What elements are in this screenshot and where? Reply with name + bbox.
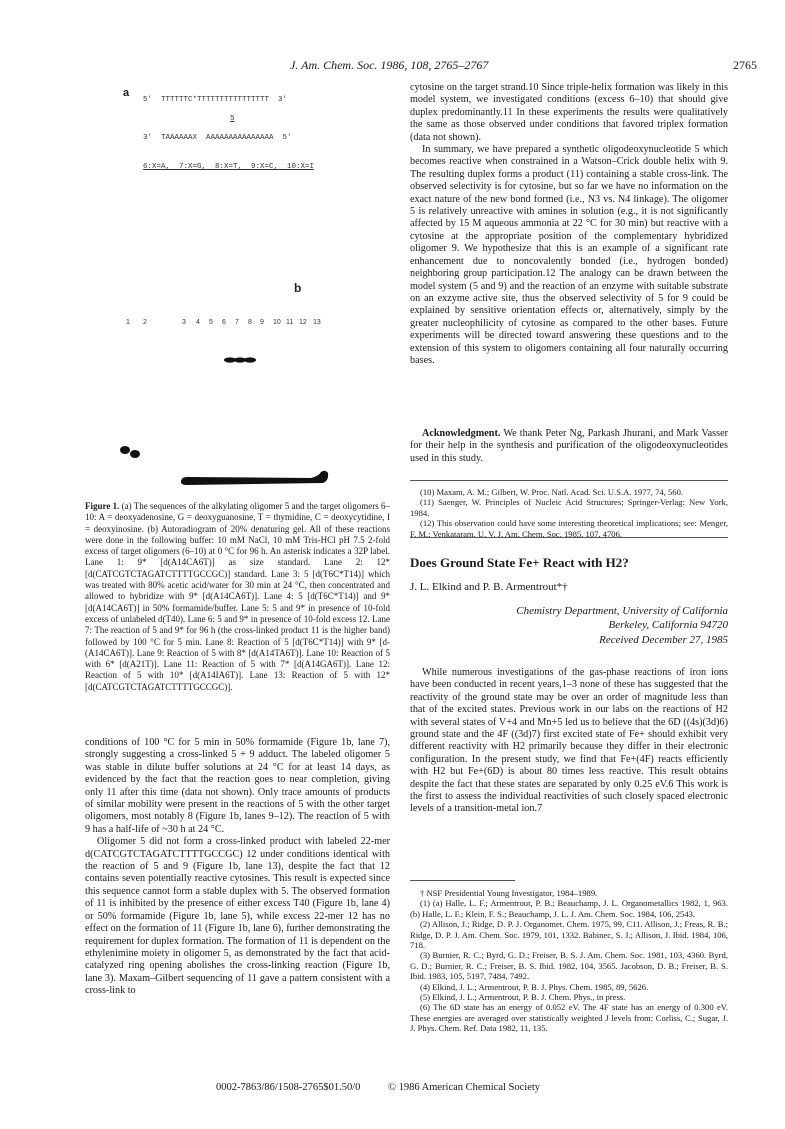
reference: (11) Saenger, W. Principles of Nucleic Acid Structures; Springer-Verlag: New York, 1984. [410,497,728,518]
lane-label: 9 [260,319,264,326]
sequence-top: 5' TTTTTTC*TTTTTTTTTTTTTTTT 3' [143,96,288,104]
reference: (6) The 6D state has an energy of 0.052 eV. The 4F state has an energy of 0.300 eV. These energies are averaged over statistically weighted J levels from: Corliss, C.; Sugar, J. J. Phys. Chem. Ref. Data 1982, 11, 135. [410,1002,728,1034]
figure-caption [85,501,390,693]
article-opening [410,667,728,816]
lane-label: 7 [235,319,239,326]
reference: † NSF Presidential Young Investigator, 1984–1989. [420,888,598,898]
divider [410,537,728,538]
paragraph: While numerous investigations of the gas-phase reactions of iron ions have been conducted in recent years,1–3 none of these has suggested that the reactivity of the ground state may be over an order of magnitude less than that of the excited states. Previous work in our labs on the reactions of H2 with several states of V+4 and Mn+5 led us to believe that the 6D ((4s)(3d)6) ground state and the 4F ((3d)7) first excited state of Fe+ should exhibit very different reactivity with H2 primarily because they differ in their electronic configuration. In the present study, we find that Fe+(4F) reacts efficiently with H2 but Fe+(6D) is about 80 times less reactive. This result obtains despite the fact that these states are separated by only 0.25 eV.6 This work is the first to assess the individual reactivities of such closely spaced electronic levels of a transition-metal ion.7 [410,667,728,815]
reference: (10) Maxam, A. M.; Gilbert, W. Proc. Natl. Acad. Sci. U.S.A. 1977, 74, 560. [420,487,684,497]
lane-label: 4 [196,319,200,326]
figure-1 [85,82,390,492]
ack-label: Acknowledgment. [422,428,501,439]
received-date: Received December 27, 1985 [599,633,728,646]
gel-band [244,357,256,362]
lane-label: 3 [182,319,186,326]
sequence-number: 5 [230,115,235,123]
reference: (12) This observation could have some interesting theoretical implications; see: Menger, F. M.; Venkataram, U. V. J. Am. Chem. Soc. 1985, 107, 4706. [410,518,728,539]
reference: (3) Burnier, R. C.; Byrd, G. D.; Freiser, B. S. J. Am. Chem. Soc. 1981, 103, 4360. Byrd, G. D.; Burnier, R. C.; Freiser, B. S. Ibid. 1982, 104, 3565. Jacobson, D. B.; Freiser, B. S. Ibid. 1983, 105, 5197, 7484, 7492. [410,950,728,982]
reference: (1) (a) Halle, L. F.; Armentrout, P. B.; Beauchamp, J. L. Organometallics 1982, 1, 963. (b) Halle, L. F.; Klein, F. S.; Beauchamp, J. L. J. Am. Chem. Soc. 1984, 106, 2543. [410,898,728,919]
lane-label: 5 [209,319,213,326]
right-column-body [410,82,728,367]
sequence-bottom: 3' TAAAAAAX AAAAAAAAAAAAAAA 5' [143,134,292,142]
paragraph: conditions of 100 °C for 5 min in 50% formamide (Figure 1b, lane 7), strongly suggesting a cross-linked 5 + 9 adduct. The labeled oligomer 5 was stable in dilute buffer solutions at 24 °C for at least 14 days, as evidenced by the fact that the reaction goes to near completion, giving only 11 after this time (data not shown). Only trace amounts of products of similar mobility were present in the reactions of 5 with the other target oligomers, most notably 8 (Figure 1b, lanes 9–12). The reaction of 5 with 9 has a half-life of ~30 h at 24 °C. [85,737,390,835]
issn-code: 0002-7863/86/1508-2765$01.50/0 [216,1082,361,1093]
reference: (2) Allison, J.; Ridge, D. P. J. Organomet. Chem. 1975, 99, C11. Allison, J.; Freas, R. B.; Ridge, D. P. J. Am. Chem. Soc. 1979, 101, 1332. Babinec, S. J.; Allison, J. Ibid. 1984, 106, 718. [410,919,728,951]
paragraph: cytosine on the target strand.10 Since triple-helix formation was likely in this model system, we investigated conditions (excess 6–10) that should give duplex predominantly.11 In these experiments the results were qualitatively the same as those observed under conditions that favored triplex formation (data not shown). [410,82,728,143]
references-2 [410,888,728,1034]
lane-label: 8 [248,319,252,326]
article-authors: J. L. Elkind and P. B. Armentrout*† [410,581,568,593]
lane-label: 11 [286,319,294,326]
lane-label: 6 [222,319,226,326]
affiliation-line: Berkeley, California 94720 [608,619,728,632]
paragraph: Oligomer 5 did not form a cross-linked product with labeled 22-mer d(CATCGTCTAGATCTTTTGCCGC) 12 under conditions identical with the reaction of 5 and 9 (Figure 1b, lane 13), despite the fact that 12 contains seven potentially reactive cytosines. This result is expected since this sequence cannot form a stable duplex with 5. The observed formation of 11 is inhibited by the presence of either excess T40 (Figure 1b, lane 4) or 50% formamide (Figure 1b, lane 5), while excess 22-mer 12 has no effect on the formation of 11 (Figure 1b, lane 6), further demonstrating the requirement for duplex formation. The formation of 11 is dependent on the ethylenimine moiety in oligomer 5, as demonstrated by the fact that acid-catalyzed ring opening abolishes the cross-linking reaction (Figure 1b, lane 3). Maxam–Gilbert sequencing of 11 gave a pattern consistent with a cross-link to [85,836,390,997]
lane-label: 1 [126,319,130,326]
left-column-body [85,737,390,998]
article-affiliation [410,604,728,647]
lane-label: 2 [143,319,147,326]
lane-label: 10 [273,319,281,326]
ack-text: We thank Peter Ng, Parkash Jhurani, and Mark Vasser for their help in the synthesis and purification of the oligodeoxynucleotides used in this study. [410,428,728,464]
gel-band [130,450,140,458]
reference: (5) Elkind, J. L.; Armentrout, P. B. J. Chem. Phys., in press. [420,992,626,1003]
caption-label: Figure 1. [85,501,120,511]
target-key: 6:X=A, 7:X=G, 8:X=T, 9:X=C, 10:X=I [143,163,315,171]
panel-b-label: b [294,281,302,295]
acknowledgment [410,428,728,465]
reference: (4) Elkind, J. L.; Armentrout, P. B. J. Phys. Chem. 1985, 89, 5626. [420,981,649,992]
copyright: © 1986 American Chemical Society [388,1082,541,1093]
gel-band [120,446,130,454]
article-title: Does Ground State Fe+ React with H2? [410,555,629,570]
affiliation-line: Chemistry Department, University of California [516,605,728,617]
panel-a-label: a [123,87,130,99]
paragraph: In summary, we have prepared a synthetic oligodeoxynucleotide 5 which becomes reactive when constrained in a Watson–Crick double helix with 9. The resulting duplex forms a product (11) containing a stable cross-link. The observed selectivity is for cytosine, but so far we have no information on the exact nature of the new bond formed (i.e., N3 vs. N4 linkage). The oligomer 5 is relatively unreactive with amines in solution (e.g., it is not significantly affected by 15 M aqueous ammonia at 22 °C for 30 min) but reactive with a cytosine at the appropriate position of the complementary hybridized oligomer 9. We hypothesize that this is an example of a significant rate enhancement due to noncovalently bonded (i.e., hydrogen bonded) neighboring group participation.12 The analogy can be drawn between the model system (5 and 9) and the reaction of an enzyme with suitable substrate on an exzyme active site, thus the observed selectivity of 5 for 9 could be explained by sensitive orientation effects or, alternatively, simply by the greater nucleophilicity of cytosine as compared to the other bases. Future experiments will be directed toward answering these questions and to the extension of this system to oligomers containing all four naturally occurring bases. [410,144,728,366]
lane-label: 12 [299,319,307,326]
page-number: 2765 [733,58,757,72]
footnote-rule [410,880,515,881]
caption-text: (a) The sequences of the alkylating oligomer 5 and the target oligomers 6–10: A = deoxyadenosine, G = deoxyguanosine, T = thymidine, C = deoxycytidine, I = deoxyinosine. (b) Autoradiogram of 20% denaturing gel. All of these reactions were done in the following buffer: 10 mM NaCl, 10 mM Tris-HCl pH 7.5 2-fold excess of target oligomers (6–10) at 0 °C for 96 h. An asterisk indicates a 32P label. Lane 1: 9* [d(A14CA6T)] as size standard. Lane 2: 12* [d(CATCGTCTAGATCTTTTGCCGC)] standard. Lane 3: 5 [d(T6C*T14)] which was treated with 80% acetic acid/water for 30 min at 24 °C, then concentrated and allowed to hybridize with 9* [d(A14CA6T)]. Lane 4: 5 [d(T6C*T14)] and 9* [d(A14CA6T)] in 50% formamide/buffer. Lane 5: 5 and 9* in presence of 10-fold excess of unlabeled d(T40). Lane 6: 5 and 9* in presence of 10-fold excess 12. Lane 7: The reaction of 5 and 9* for 96 h (the cross-linked product 11 is the higher band) followed by 100 °C for 5 min. Lane 8: Reaction of 5 [d(T6C*T14)] with 9* [d-(A14CA6T)]. Lane 9: Reaction of 5 with 8* [d(A14TA6T)]. Lane 10: Reaction of 5 with 6* [d(A21T)]. Lane 11: Reaction of 5 with 7* [d(A14GA6T)]. Lane 12: Reaction of 5 with 10* [d(A14IA6T)]. Lane 13: Reaction of 5 with 12* [d(CATCGTCTAGATCTTTTGCCGC)]. [85,501,390,692]
lane-label: 13 [313,319,321,326]
running-head: J. Am. Chem. Soc. 1986, 108, 2765–2767 [290,58,489,72]
divider [410,480,728,481]
references-1 [410,487,728,539]
